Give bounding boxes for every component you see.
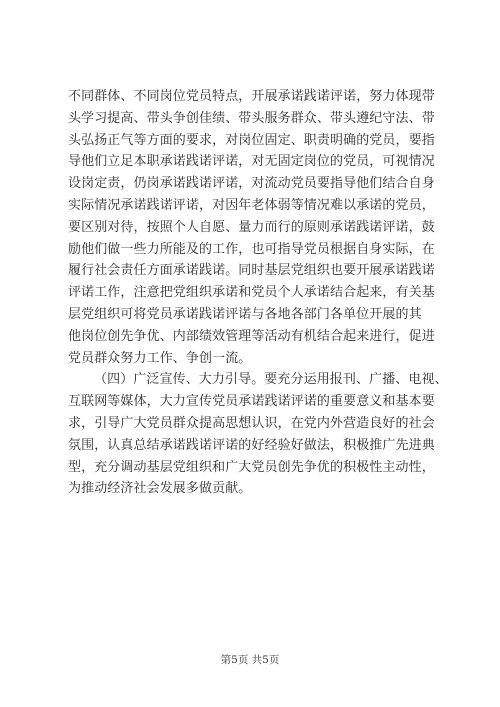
section-heading-line: （四）广泛宣传、大力引导。要充分运用报刊、广播、电视、	[94, 372, 448, 388]
text-line: 履行社会责任方面承诺践诺。同时基层党组织也要开展承诺践诺	[68, 263, 435, 279]
text-line: 头弘扬正气等方面的要求，对岗位固定、职责明确的党员，要指	[68, 132, 435, 148]
text-line: 评诺工作，注意把党组织承诺和党员个人承诺结合起来，有关基	[68, 285, 435, 301]
text-line: 励他们做一些力所能及的工作，也可指导党员根据自身实际，在	[68, 241, 435, 257]
text-line: 设岗定责，仍岗承诺践诺评诺，对流动党员要指导他们结合自身	[68, 176, 435, 192]
text-line: 为推动经济社会发展多做贡献。	[68, 481, 252, 497]
text-line: 型，充分调动基层党组织和广大党员创先争优的积极性主动性，	[68, 459, 435, 475]
text-line: 实际情况承诺践诺评诺，对因年老体弱等情况难以承诺的党员，	[68, 197, 435, 213]
text-line: 党员群众努力工作、争创一流。	[68, 350, 252, 366]
text-line: 求，引导广大党员群众提高思想认识，在党内外营造良好的社会	[68, 415, 435, 431]
text-line: 不同群体、不同岗位党员特点，开展承诺践诺评诺，努力体现带	[68, 89, 435, 104]
body-text	[68, 86, 448, 500]
text-line: 导他们立足本职承诺践诺评诺，对无固定岗位的党员，可视情况	[68, 154, 435, 170]
text-line: 层党组织可将党员承诺践诺评诺与各地各部门各单位开展的其	[68, 306, 422, 322]
text-line: 氛围，认真总结承诺践诺评诺的好经验好做法，积极推广先进典	[68, 437, 435, 453]
text-line: 要区别对待，按照个人自愿、量力而行的原则承诺践诺评诺，鼓	[68, 219, 435, 235]
text-line: 头学习提高、带头争创佳绩、带头服务群众、带头遵纪守法、带	[68, 110, 435, 126]
text-line: 互联网等媒体，大力宣传党员承诺践诺评诺的重要意义和基本要	[68, 394, 435, 410]
text-line: 他岗位创先争优、内部绩效管理等活动有机结合起来进行，促进	[68, 328, 435, 344]
page-number-footer: 第5页 共5页	[220, 654, 280, 666]
